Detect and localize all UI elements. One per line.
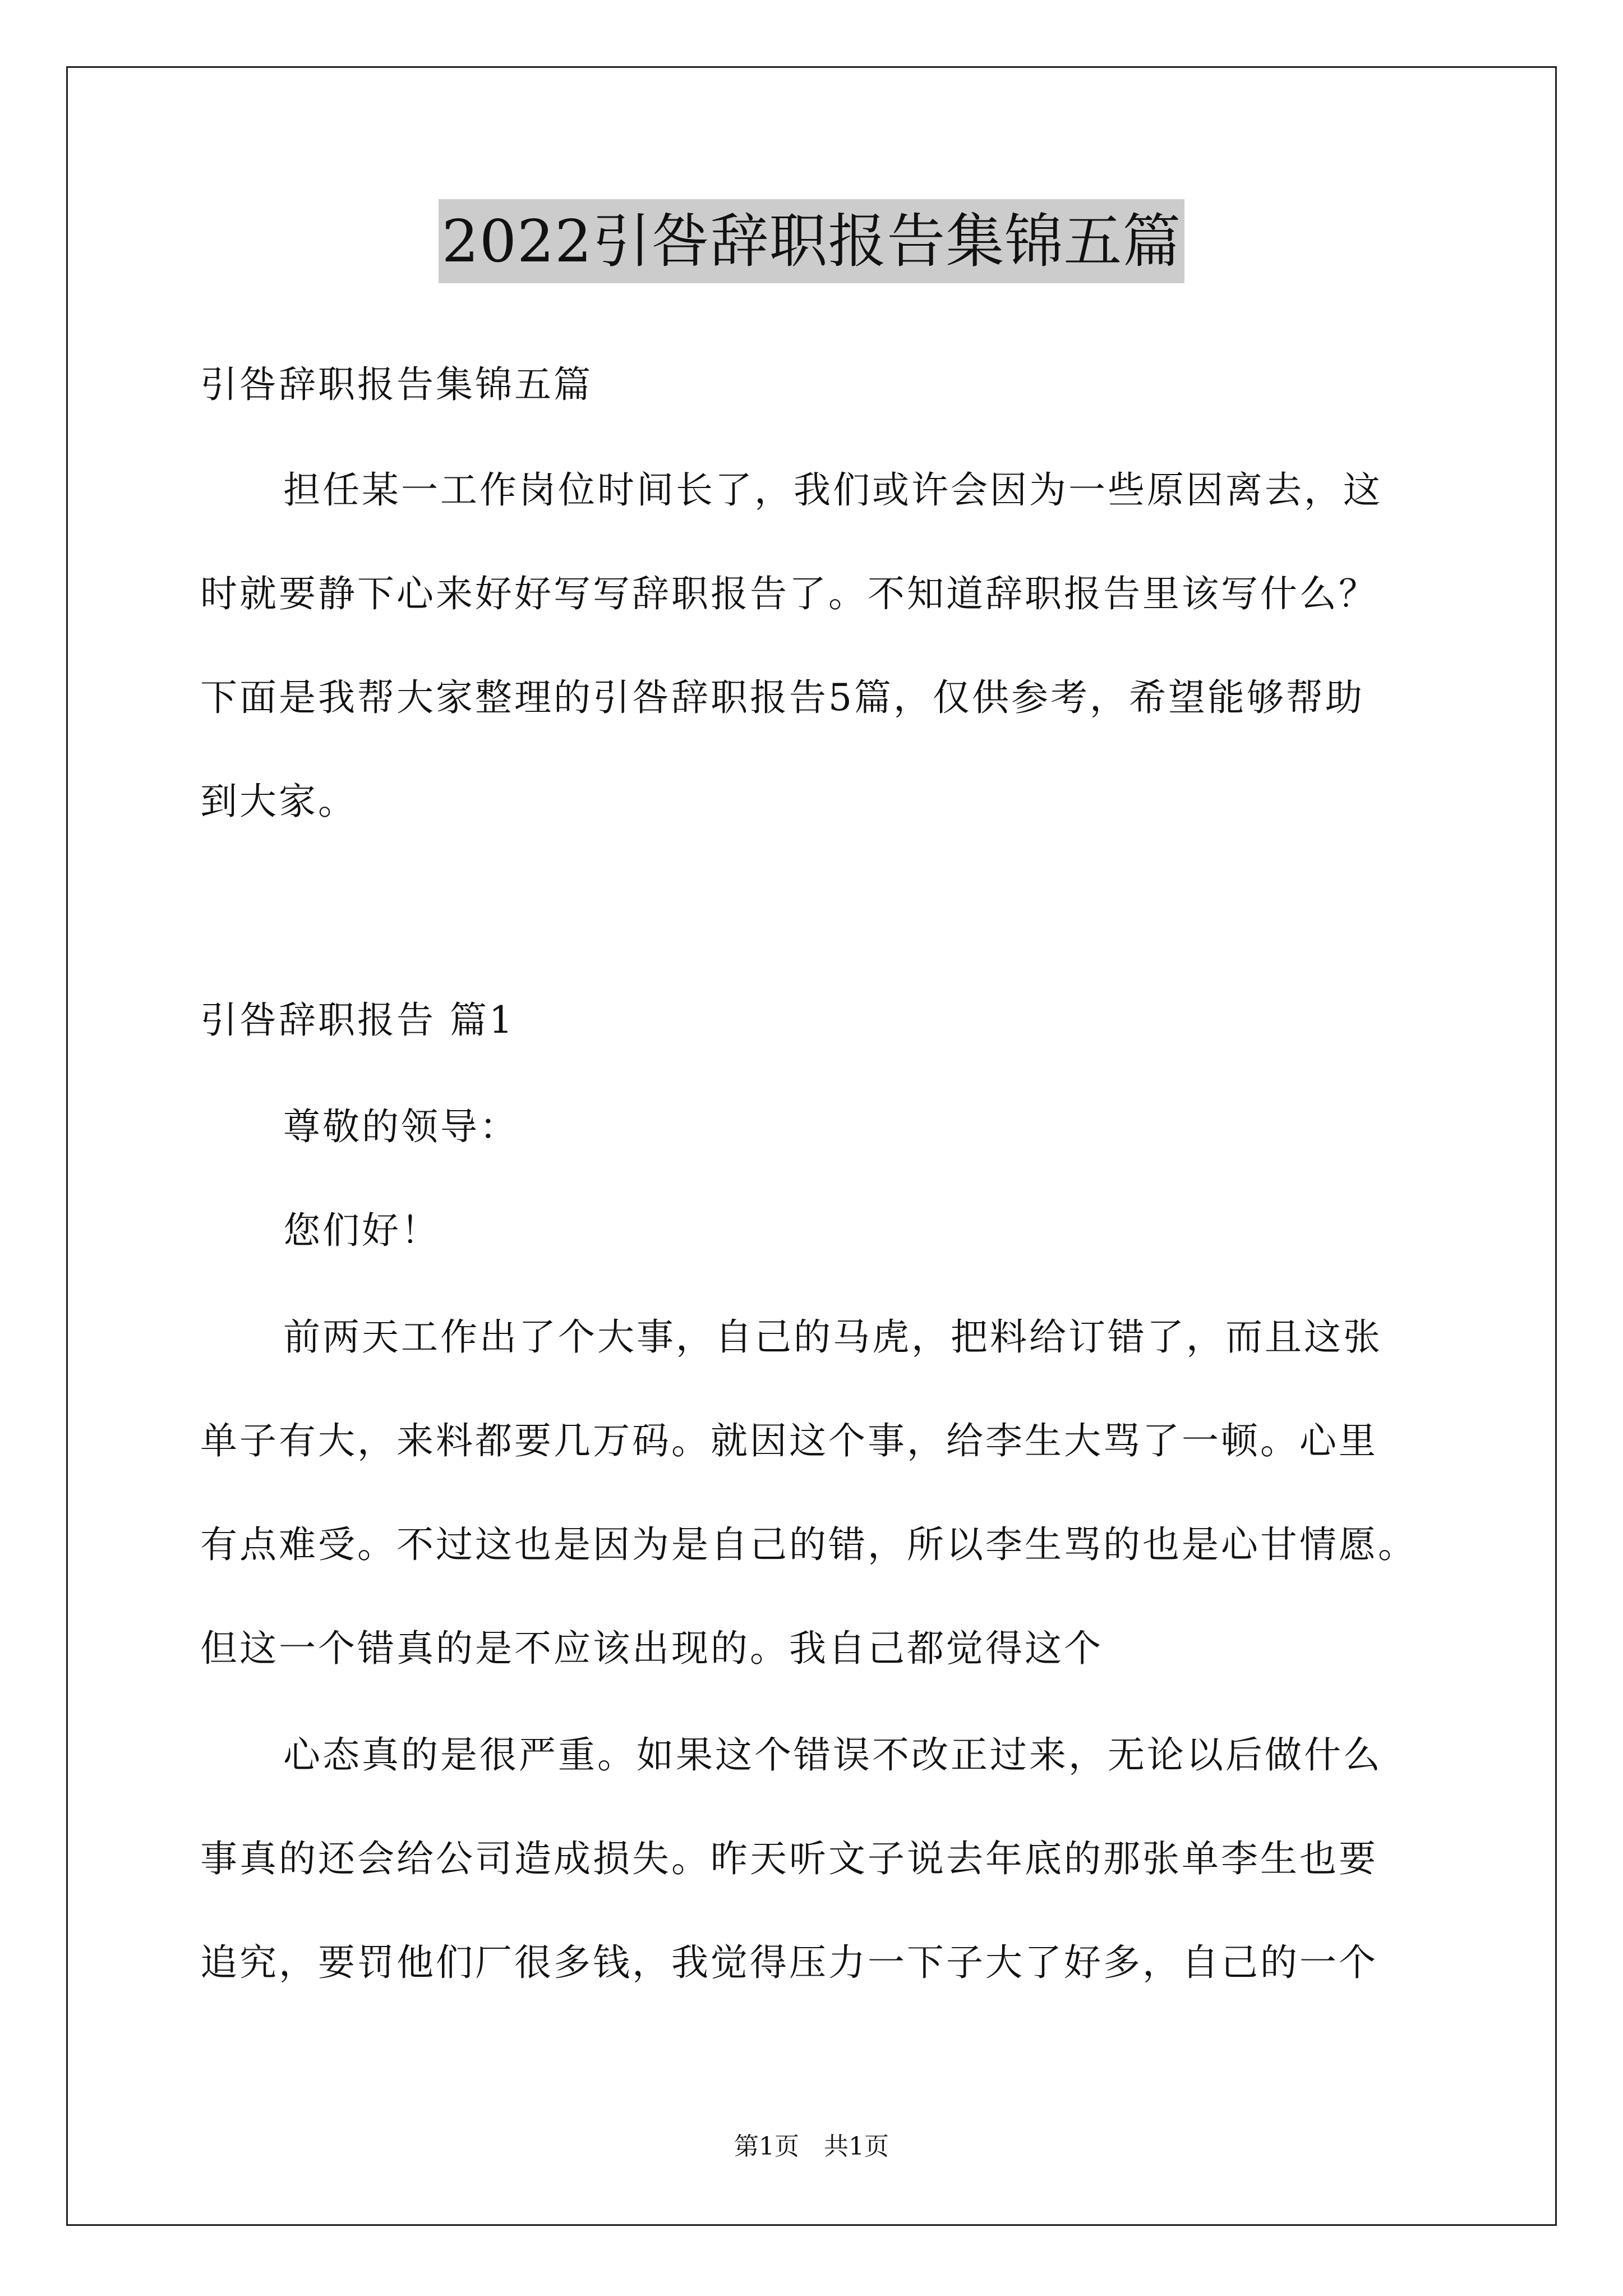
paragraph2-line-1: 心态真的是很严重。如果这个错误不改正过来，无论以后做什么 bbox=[283, 1733, 1382, 1777]
intro-line-3: 下面是我帮大家整理的引咎辞职报告5篇，仅供参考，希望能够帮助 bbox=[200, 676, 1364, 719]
intro-line-4: 到大家。 bbox=[200, 780, 357, 823]
paragraph1-line-2: 单子有大，来料都要几万码。就因这个事，给李生大骂了一顿。心里 bbox=[200, 1419, 1378, 1462]
paragraph1-line-1: 前两天工作出了个大事，自己的马虎，把料给订错了，而且这张 bbox=[283, 1315, 1382, 1359]
paragraph1-line-4: 但这一个错真的是不应该出现的。我自己都觉得这个 bbox=[200, 1627, 1103, 1670]
page-number: 第1页 共1页 bbox=[734, 2132, 889, 2161]
salutation: 尊敬的领导： bbox=[283, 1105, 519, 1148]
paragraph2-line-3: 追究，要罚他们厂很多钱，我觉得压力一下子大了好多，自己的一个 bbox=[200, 1941, 1378, 1984]
intro-line-1: 担任某一工作岗位时间长了，我们或许会因为一些原因离去，这 bbox=[283, 468, 1382, 512]
greeting: 您们好！ bbox=[283, 1209, 440, 1252]
document-subtitle: 引咎辞职报告集锦五篇 bbox=[200, 363, 593, 406]
document-title: 2022引咎辞职报告集锦五篇 bbox=[439, 199, 1185, 283]
intro-line-2: 时就要静下心来好好写写辞职报告了。不知道辞职报告里该写什么？ bbox=[200, 572, 1378, 615]
section-heading: 引咎辞职报告 篇1 bbox=[200, 999, 515, 1042]
page-footer bbox=[0, 2126, 1623, 2162]
document-body bbox=[200, 0, 1468, 2076]
paragraph2-line-2: 事真的还会给公司造成损失。昨天听文子说去年底的那张单李生也要 bbox=[200, 1837, 1378, 1880]
paragraph1-line-3: 有点难受。不过这也是因为是自己的错，所以李生骂的也是心甘情愿。 bbox=[200, 1523, 1417, 1566]
